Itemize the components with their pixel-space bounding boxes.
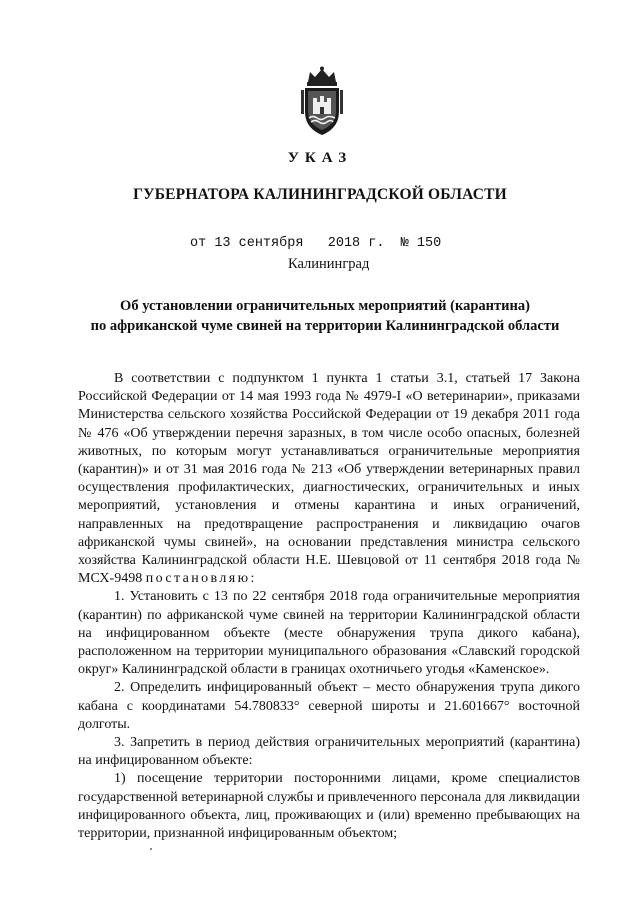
decree-title-line-1: Об установлении ограничительных мероприятий (карантина)	[120, 298, 530, 314]
issuer: ГУБЕРНАТОРА КАЛИНИНГРАДСКОЙ ОБЛАСТИ	[133, 186, 507, 203]
decree-body	[78, 370, 580, 843]
date-prefix: от	[190, 236, 207, 251]
date-year: 2018 г.	[327, 236, 385, 251]
decree-number: 150	[416, 236, 442, 251]
item-1: 1. Установить с 13 по 22 сентября 2018 года ограничительные мероприятия (карантин) по африканской чуме свиней на территории Калининградской области на инфицированном объекте (месте обнаружения трупа дикого кабана), расположенном на территории муниципального образования «Славский городской округ» Калининградской области в границах охотничьего угодья «Каменское».	[78, 589, 580, 678]
number-sign: №	[400, 236, 409, 251]
scan-speck	[150, 848, 152, 850]
preamble-text: В соответствии с подпунктом 1 пункта 1 статьи 3.1, статьей 17 Закона Российской Федерации от 14 мая 1993 года № 4979-I «О ветеринарии», приказами Министерства сельского хозяйства Российской Федерации от 19 декабря 2011 года № 476 «Об утверждении перечня заразных, в том числе особо опасных, болезней животных, по которым могут устанавливаться ограничительные мероприятия (карантин)» и от 31 мая 2016 года № 213 «Об утверждении ветеринарных правил осуществления профилактических, диагностических, ограничительных и иных мероприятий, установления и отмены карантина и иных ограничений, направленных на предотвращение распространения и ликвидацию очагов африканской чумы свиней», на основании представления министра сельского хозяйства Калининградской области Н.Е. Шевцовой от 11 сентября 2018 года № МСХ-9498	[78, 371, 580, 587]
document-type: УКАЗ	[287, 150, 353, 166]
preamble-paragraph	[78, 370, 580, 588]
item-2: 2. Определить инфицированный объект – место обнаружения трупа дикого кабана с координатами 54.780833° северной широты и 21.601667° восточной долготы.	[78, 680, 580, 732]
item-3: 3. Запретить в период действия ограничительных мероприятий (карантина) на инфицированном объекте:	[78, 735, 580, 769]
kaliningrad-coat-of-arms-icon	[300, 66, 344, 136]
decree-title	[70, 296, 580, 336]
city: Калининград	[288, 256, 370, 272]
date-day-month: 13 сентября	[214, 236, 304, 251]
decree-title-line-2: по африканской чуме свиней на территории Калининградской области	[90, 318, 560, 334]
decree-word: постановляю:	[145, 571, 257, 587]
item-3-1: 1) посещение территории посторонними лицами, кроме специалистов государственной ветеринарной службы и привлеченного персонала для ликвидации инфицированного объекта, лиц, проживающих и (или) временно пребывающих на территории, признанной инфицированным объектом;	[78, 771, 580, 842]
date-number-line	[190, 236, 441, 251]
